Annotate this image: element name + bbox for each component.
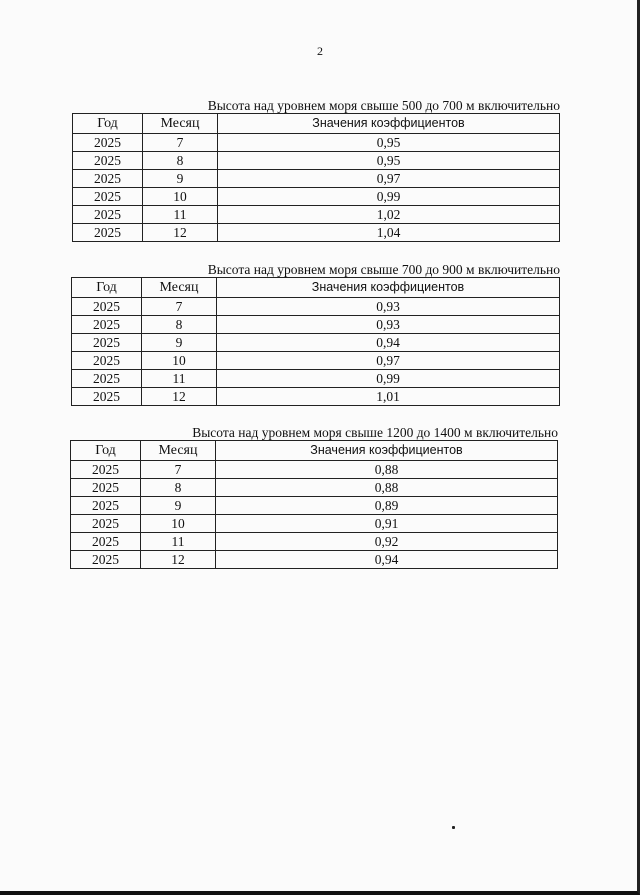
table-row [73, 134, 560, 152]
table-caption: Высота над уровнем моря свыше 500 до 700 м включительно [207, 98, 560, 113]
table-header-row [72, 278, 560, 298]
cell-coefficient: 0,95 [218, 152, 560, 170]
cell-month: 10 [141, 515, 216, 533]
cell-month: 11 [141, 533, 216, 551]
header-coefficient: Значения коэффициентов [216, 441, 558, 461]
cell-year: 2025 [73, 134, 143, 152]
cell-coefficient: 0,91 [216, 515, 558, 533]
cell-month: 12 [141, 551, 216, 569]
table-header-row [71, 441, 558, 461]
page-number: 2 [317, 44, 323, 58]
cell-year: 2025 [72, 334, 142, 352]
cell-coefficient: 0,89 [216, 497, 558, 515]
cell-month: 7 [143, 134, 218, 152]
scan-speck [452, 826, 455, 829]
cell-coefficient: 0,99 [217, 370, 560, 388]
cell-month: 7 [141, 461, 216, 479]
cell-coefficient: 0,94 [217, 334, 560, 352]
coefficient-section-3 [70, 425, 558, 569]
cell-year: 2025 [73, 224, 143, 242]
cell-month: 11 [143, 206, 218, 224]
table-header-row [73, 114, 560, 134]
header-month: Месяц [142, 278, 217, 298]
cell-month: 9 [143, 170, 218, 188]
cell-year: 2025 [73, 152, 143, 170]
coefficient-table [70, 440, 558, 569]
table-row [71, 533, 558, 551]
cell-month: 11 [142, 370, 217, 388]
cell-coefficient: 1,01 [217, 388, 560, 406]
cell-month: 9 [142, 334, 217, 352]
cell-year: 2025 [71, 533, 141, 551]
cell-year: 2025 [71, 461, 141, 479]
cell-month: 7 [142, 298, 217, 316]
cell-year: 2025 [71, 479, 141, 497]
cell-coefficient: 0,95 [218, 134, 560, 152]
table-row [72, 370, 560, 388]
cell-month: 10 [142, 352, 217, 370]
table-caption: Высота над уровнем моря свыше 1200 до 1400 м включительно [192, 425, 558, 440]
header-month: Месяц [141, 441, 216, 461]
table-row [72, 316, 560, 334]
cell-year: 2025 [72, 370, 142, 388]
cell-month: 12 [142, 388, 217, 406]
cell-coefficient: 0,97 [217, 352, 560, 370]
table-row [71, 515, 558, 533]
cell-year: 2025 [72, 388, 142, 406]
cell-month: 8 [143, 152, 218, 170]
header-year: Год [72, 278, 142, 298]
cell-coefficient: 0,92 [216, 533, 558, 551]
cell-year: 2025 [72, 352, 142, 370]
cell-year: 2025 [73, 170, 143, 188]
cell-year: 2025 [71, 497, 141, 515]
table-row [72, 352, 560, 370]
cell-coefficient: 0,88 [216, 461, 558, 479]
table-row [71, 461, 558, 479]
table-row [73, 170, 560, 188]
table-row [71, 479, 558, 497]
coefficient-section-2 [71, 262, 560, 406]
coefficient-table [71, 277, 560, 406]
cell-coefficient: 1,04 [218, 224, 560, 242]
cell-month: 9 [141, 497, 216, 515]
table-row [72, 298, 560, 316]
table-row [72, 334, 560, 352]
table-row [73, 152, 560, 170]
table-row [73, 224, 560, 242]
cell-month: 8 [141, 479, 216, 497]
header-year: Год [71, 441, 141, 461]
cell-year: 2025 [73, 206, 143, 224]
header-coefficient: Значения коэффициентов [217, 278, 560, 298]
cell-coefficient: 0,93 [217, 298, 560, 316]
cell-month: 10 [143, 188, 218, 206]
cell-year: 2025 [72, 298, 142, 316]
cell-coefficient: 1,02 [218, 206, 560, 224]
cell-year: 2025 [71, 551, 141, 569]
header-year: Год [73, 114, 143, 134]
table-row [72, 388, 560, 406]
cell-month: 12 [143, 224, 218, 242]
table-row [71, 497, 558, 515]
cell-coefficient: 0,88 [216, 479, 558, 497]
cell-coefficient: 0,93 [217, 316, 560, 334]
cell-coefficient: 0,94 [216, 551, 558, 569]
cell-year: 2025 [71, 515, 141, 533]
cell-coefficient: 0,99 [218, 188, 560, 206]
cell-coefficient: 0,97 [218, 170, 560, 188]
coefficient-table [72, 113, 560, 242]
coefficient-section-1 [72, 98, 560, 242]
cell-year: 2025 [73, 188, 143, 206]
table-row [71, 551, 558, 569]
cell-month: 8 [142, 316, 217, 334]
table-caption: Высота над уровнем моря свыше 700 до 900 м включительно [207, 262, 560, 277]
table-row [73, 206, 560, 224]
header-coefficient: Значения коэффициентов [218, 114, 560, 134]
cell-year: 2025 [72, 316, 142, 334]
header-month: Месяц [143, 114, 218, 134]
table-row [73, 188, 560, 206]
